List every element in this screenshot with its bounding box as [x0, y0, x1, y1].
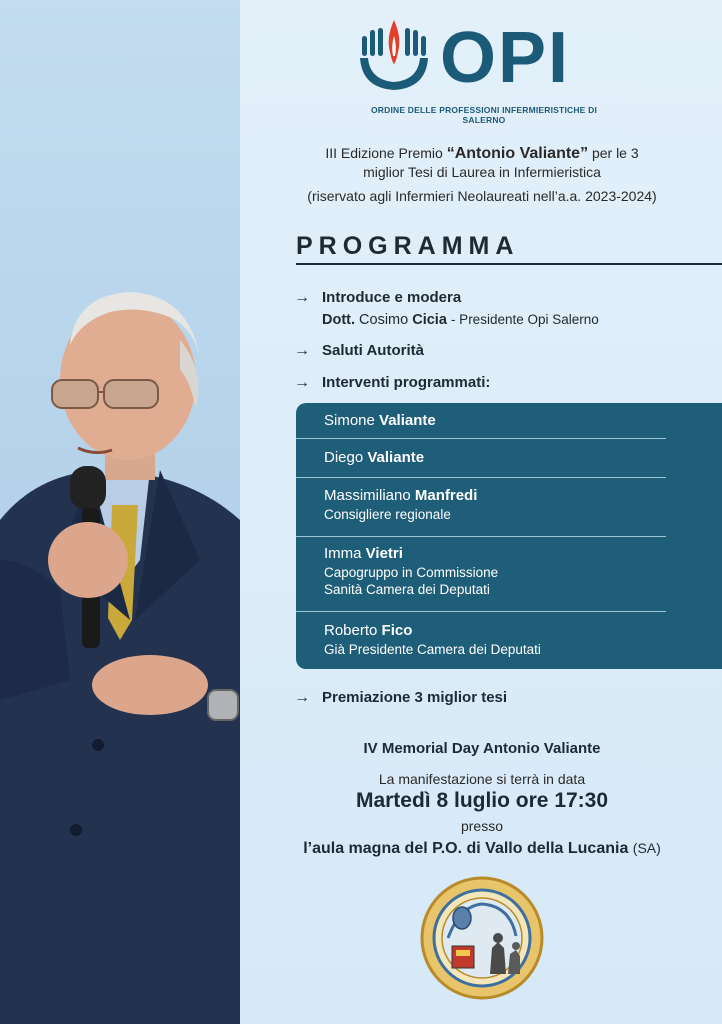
speaker-role-line-2: Sanità Camera dei Deputati — [324, 582, 490, 597]
logo-wordmark: OPI — [440, 18, 571, 98]
speaker-5 — [324, 622, 541, 658]
speaker-1 — [324, 412, 436, 429]
speakers-panel — [296, 403, 722, 669]
moderator-first-name: Cosimo — [359, 312, 409, 328]
content-column — [242, 0, 722, 1024]
intro-text-pre: III Edizione Premio — [325, 145, 447, 161]
item-label: Introduce e modera — [322, 289, 462, 306]
speaker-2 — [324, 449, 424, 466]
moderator-last-name: Cicia — [412, 312, 447, 328]
venue-province: (SA) — [632, 840, 661, 856]
speaker-4 — [324, 545, 498, 598]
title-divider — [296, 263, 722, 265]
program-item-premiazione — [294, 689, 507, 707]
speaker-first-name: Imma — [324, 545, 362, 562]
speaker-first-name: Simone — [324, 412, 375, 429]
speaker-first-name: Diego — [324, 449, 364, 466]
speaker-photo — [0, 0, 240, 1024]
arrow-right-icon: → — [294, 289, 310, 306]
speaker-last-name: Vietri — [365, 545, 403, 562]
speaker-divider — [296, 536, 666, 537]
program-item-interventi — [294, 374, 490, 392]
program-item-saluti — [294, 342, 424, 360]
hands-flame-icon — [354, 18, 434, 98]
item-label: Saluti Autorità — [322, 342, 424, 359]
eligibility-note: (riservato agli Infermieri Neolaureati nell’a.a. 2023-2024) — [307, 188, 657, 204]
item-label: Premiazione 3 miglior tesi — [322, 689, 508, 706]
speaker-role: Già Presidente Camera dei Deputati — [324, 642, 541, 657]
award-name: “Antonio Valiante” — [446, 145, 589, 162]
award-intro — [242, 144, 722, 182]
speaker-role: Consigliere regionale — [324, 507, 451, 522]
moderator-line — [322, 312, 599, 328]
opi-logo — [354, 18, 614, 125]
speaker-last-name: Valiante — [367, 449, 425, 466]
program-item-introduce — [294, 289, 461, 307]
intro-line-2: miglior Tesi di Laurea in Infermieristica — [363, 164, 601, 180]
event-venue — [242, 840, 722, 858]
venue-name: l’aula magna del P.O. di Vallo della Lucania — [303, 840, 629, 857]
speaker-last-name: Manfredi — [414, 487, 478, 504]
speaker-divider — [296, 438, 666, 439]
event-date: Martedì 8 luglio ore 17:30 — [355, 789, 609, 812]
section-title: PROGRAMMA — [296, 232, 520, 260]
speaker-last-name: Valiante — [379, 412, 436, 429]
speaker-first-name: Massimiliano — [324, 487, 411, 504]
event-presso: presso — [460, 818, 504, 834]
arrow-right-icon: → — [294, 689, 310, 706]
event-info: La manifestazione si terrà in data — [378, 771, 586, 787]
logo-subtitle: ORDINE DELLE PROFESSIONI INFERMIERISTICHE DI SALERNO — [370, 105, 598, 125]
speaker-divider — [296, 477, 666, 478]
speaker-first-name: Roberto — [324, 622, 378, 639]
memorial-title: IV Memorial Day Antonio Valiante — [363, 740, 601, 757]
arrow-right-icon: → — [294, 374, 310, 391]
speaker-role: Capogruppo in Commissione — [324, 565, 499, 580]
speaker-last-name: Fico — [381, 622, 413, 639]
arrow-right-icon: → — [294, 342, 310, 359]
speaker-divider — [296, 611, 666, 612]
intro-text-post: per le 3 — [588, 145, 639, 161]
commemorative-seal-icon — [420, 876, 544, 1000]
moderator-title: Dott. — [322, 312, 356, 328]
moderator-role: - Presidente Opi Salerno — [450, 312, 599, 327]
item-label: Interventi programmati: — [322, 374, 491, 391]
speaker-3 — [324, 487, 477, 523]
